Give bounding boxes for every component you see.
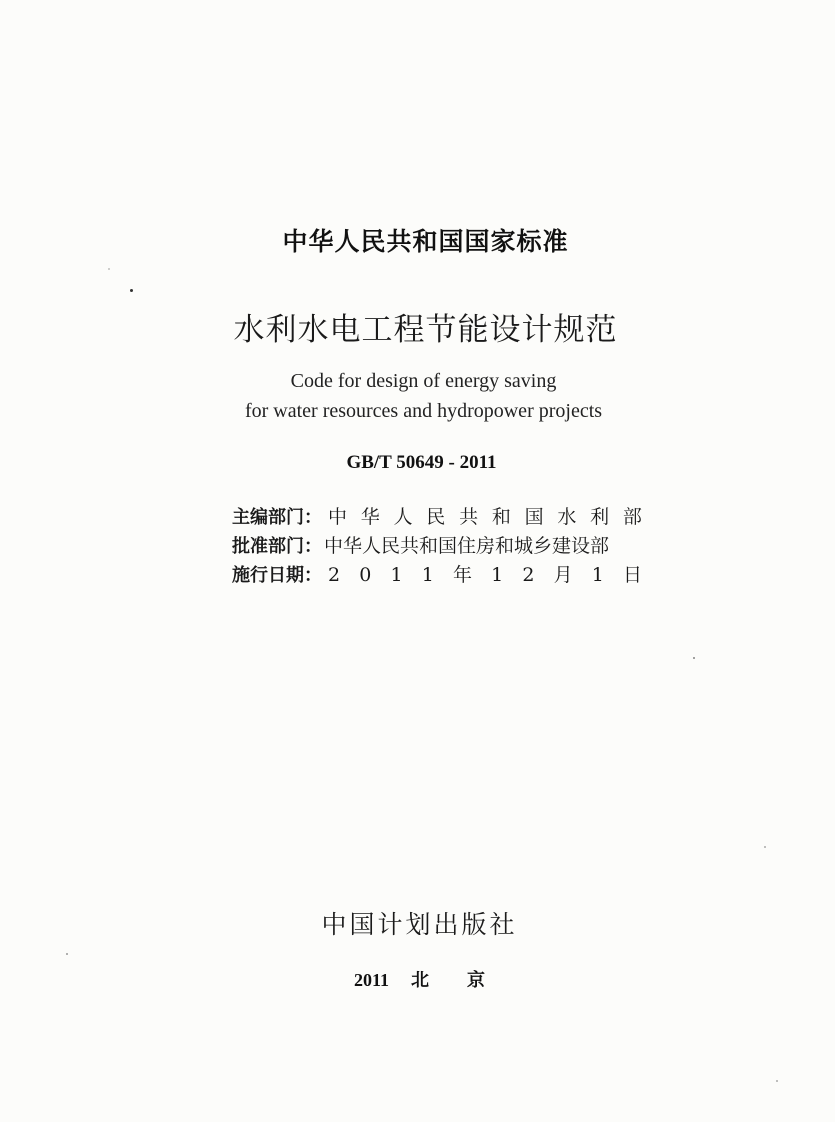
publication-city-char-2: 京 bbox=[467, 970, 485, 990]
editor-department-char: 部 bbox=[622, 506, 642, 528]
editor-department-char: 人 bbox=[393, 506, 413, 528]
scan-speck bbox=[130, 289, 133, 292]
editor-department-label: 主编部门： bbox=[232, 507, 322, 528]
standard-title-english bbox=[0, 366, 835, 426]
scan-speck bbox=[693, 657, 695, 659]
approver-department-value: 中华人民共和国住房和城乡建设部 bbox=[324, 535, 610, 557]
title-english-line-1: Code for design of energy saving bbox=[290, 370, 557, 392]
publisher-name: 中国计划出版社 bbox=[321, 910, 518, 939]
editor-department-char: 中 bbox=[328, 506, 348, 528]
approver-department-row bbox=[232, 532, 642, 561]
standard-title-chinese: 水利水电工程节能设计规范 bbox=[233, 312, 618, 348]
effective-date-char: 1 bbox=[591, 564, 604, 586]
national-standard-heading: 中华人民共和国国家标准 bbox=[282, 227, 569, 256]
publication-year-place bbox=[0, 966, 835, 992]
approver-department-label: 批准部门： bbox=[232, 536, 322, 557]
scan-speck bbox=[108, 268, 110, 270]
editor-department-char: 国 bbox=[524, 506, 544, 528]
effective-date-label: 施行日期： bbox=[232, 565, 322, 586]
editor-department-char: 民 bbox=[426, 506, 446, 528]
publication-year: 2011 bbox=[353, 970, 389, 990]
effective-date-row bbox=[232, 561, 642, 590]
effective-date-char: 1 bbox=[390, 564, 403, 586]
title-english-line-2: for water resources and hydropower projects bbox=[244, 400, 603, 422]
effective-date-char: 0 bbox=[359, 564, 372, 586]
scan-speck bbox=[764, 846, 766, 848]
editor-department-char: 和 bbox=[491, 506, 511, 528]
editor-department-row bbox=[232, 503, 642, 532]
effective-date-char: 年 bbox=[452, 564, 472, 586]
effective-date-char: 1 bbox=[491, 564, 504, 586]
publication-city-char-1: 北 bbox=[411, 970, 429, 990]
effective-date-char: 2 bbox=[328, 564, 341, 586]
standard-code: GB/T 50649 - 2011 bbox=[346, 452, 497, 473]
scan-speck bbox=[66, 953, 68, 955]
effective-date-char: 1 bbox=[421, 564, 434, 586]
editor-department-char: 水 bbox=[557, 506, 577, 528]
effective-date-char: 月 bbox=[553, 564, 573, 586]
scan-speck bbox=[776, 1080, 778, 1082]
standard-info-block bbox=[232, 503, 642, 590]
effective-date-char: 日 bbox=[622, 564, 642, 586]
editor-department-value bbox=[322, 503, 642, 532]
editor-department-char: 华 bbox=[360, 506, 380, 528]
editor-department-char: 利 bbox=[590, 506, 610, 528]
effective-date-char: 2 bbox=[522, 564, 535, 586]
effective-date-value bbox=[322, 561, 642, 590]
editor-department-char: 共 bbox=[459, 506, 479, 528]
